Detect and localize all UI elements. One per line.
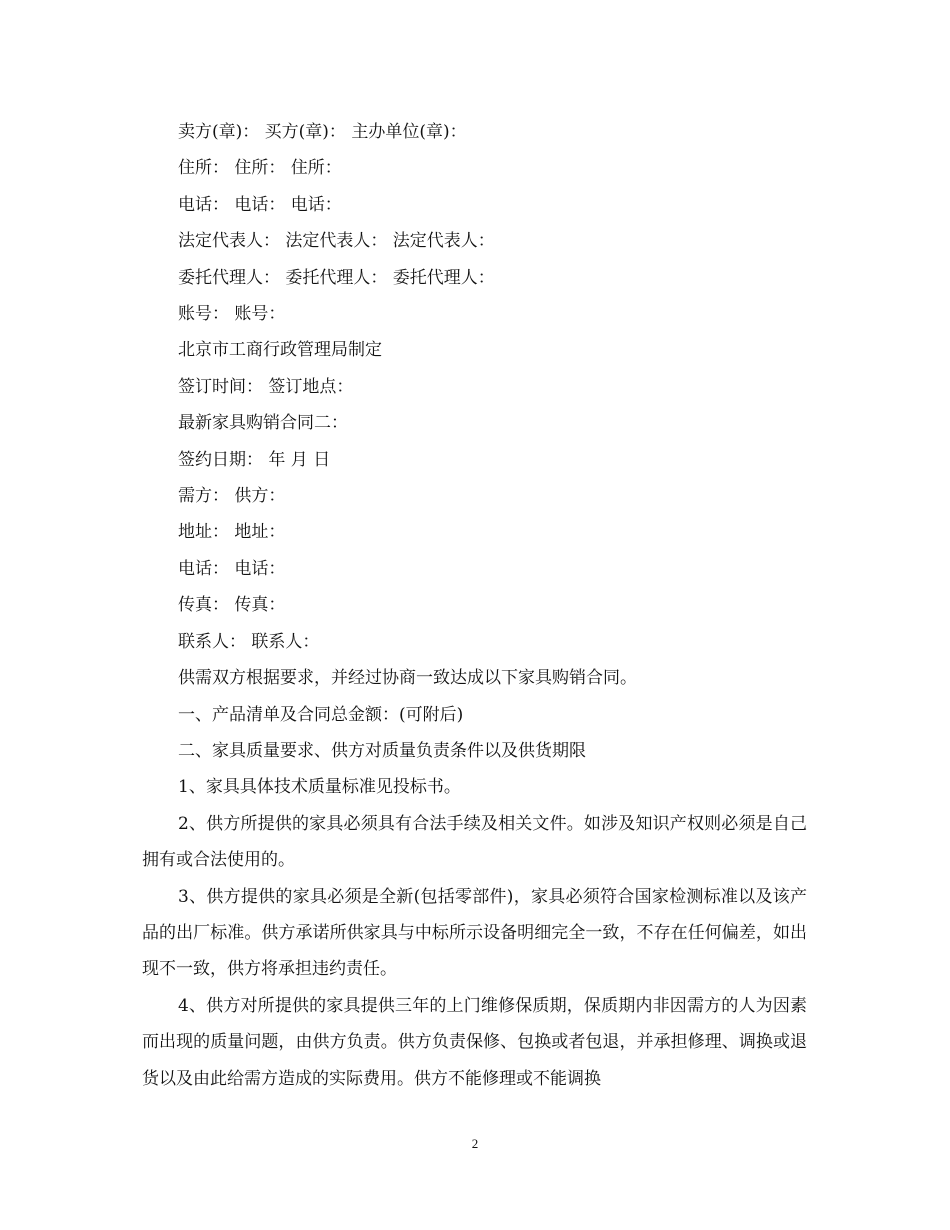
phone-line: 电话： 电话： 电话： <box>178 194 342 215</box>
document-body <box>142 114 807 1097</box>
account-line: 账号： 账号： <box>178 304 286 325</box>
fax-line: 传真： 传真： <box>178 595 286 616</box>
issuer-line: 北京市工商行政管理局制定 <box>178 340 382 361</box>
clause-three: 3、供方提供的家具必须是全新(包括零部件)，家具必须符合国家检测标准以及该产品的出厂标准。供方承诺所供家具与中标所示设备明细完全一致，不存在任何偏差，如出现不一致，供方将承担违约责任。 <box>142 886 807 980</box>
clause-two: 2、供方所提供的家具必须具有合法手续及相关文件。如涉及知识产权则必须是自己拥有或合法使用的。 <box>142 813 807 871</box>
signing-time-place-line: 签订时间： 签订地点： <box>178 376 354 397</box>
clause-one: 1、家具具体技术质量标准见投标书。 <box>178 777 461 798</box>
signing-date-line: 签约日期： 年 月 日 <box>178 449 331 470</box>
signature-seal-line: 卖方(章)： 买方(章)： 主办单位(章)： <box>178 122 467 142</box>
legal-representative-line: 法定代表人： 法定代表人： 法定代表人： <box>178 231 495 252</box>
contract-two-heading: 最新家具购销合同二： <box>178 413 348 434</box>
agreement-intro: 供需双方根据要求，并经过协商一致达成以下家具购销合同。 <box>178 668 637 689</box>
section-one-heading: 一、产品清单及合同总金额：(可附后) <box>178 704 464 725</box>
phone-line-2: 电话： 电话： <box>178 558 286 579</box>
contact-line: 联系人： 联系人： <box>178 631 320 652</box>
section-two-heading: 二、家具质量要求、供方对质量负责条件以及供货期限 <box>178 740 586 761</box>
clause-four: 4、供方对所提供的家具提供三年的上门维修保质期，保质期内非因需方的人为因素而出现的质量问题，由供方负责。供方负责保修、包换或者包退，并承担修理、调换或退货以及由此给需方造成的实际费用。供方不能修理或不能调换 <box>142 995 807 1089</box>
authorized-agent-line: 委托代理人： 委托代理人： 委托代理人： <box>178 267 495 288</box>
address-line-2: 地址： 地址： <box>178 522 286 543</box>
page-number: 2 <box>471 1136 479 1151</box>
buyer-supplier-line: 需方： 供方： <box>178 486 286 507</box>
address-line: 住所： 住所： 住所： <box>178 158 342 179</box>
